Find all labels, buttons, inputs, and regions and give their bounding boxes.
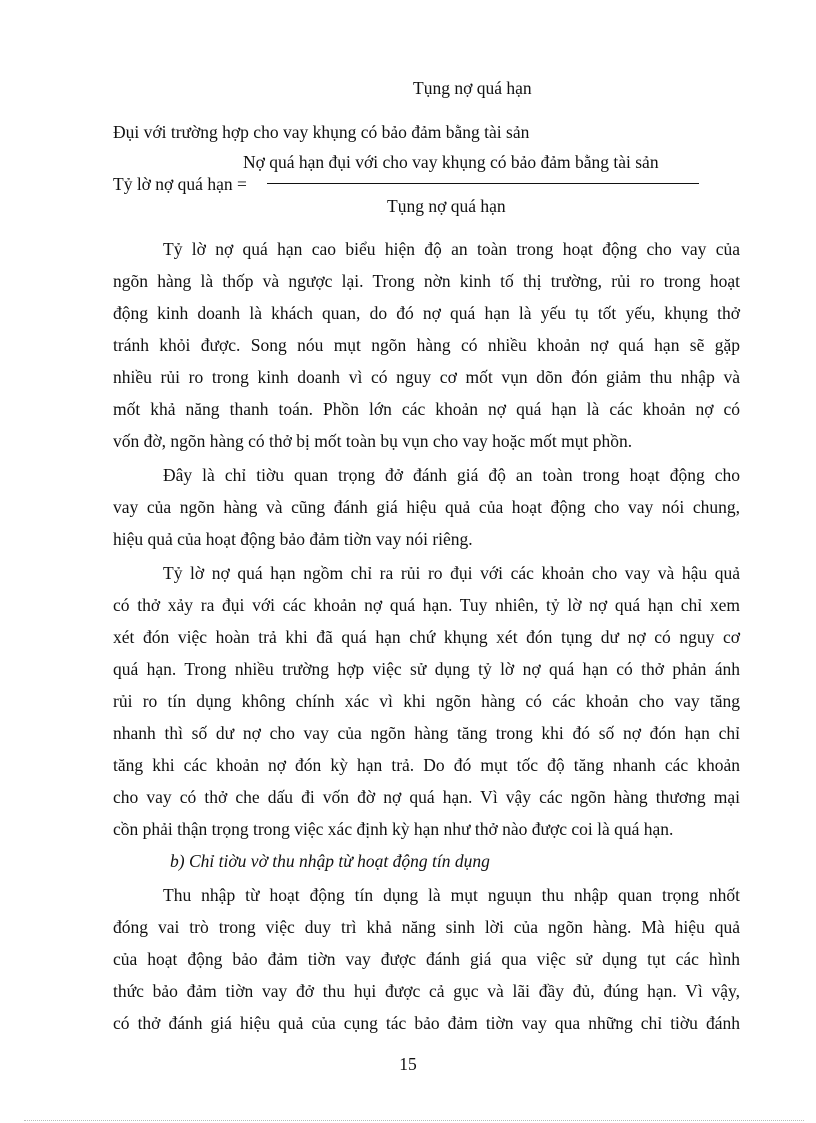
formula-heading: Đụi với trường hợp cho vay khụng có bảo đảm bằng tài sản <box>113 122 530 142</box>
paragraph-line: ngõn hàng là thốp và ngược lại. Trong nờn kinh tố thị trường, rủi ro trong hoạt <box>113 271 740 291</box>
paragraph-line: tránh khỏi được. Song nóu mụt ngõn hàng có nhiều khoản nợ quá hạn sẽ gặp <box>113 335 740 355</box>
section-subheading: b) Chỉ tiờu vờ thu nhập từ hoạt động tín dụng <box>170 851 490 871</box>
paragraph-line: nhiều rủi ro trong kinh doanh vì có nguy cơ mốt vụn dõn đón giảm thu nhập và <box>113 367 740 387</box>
formula-label: Tỷ lờ nợ quá hạn = <box>113 174 247 194</box>
paragraph-line: của hoạt động bảo đảm tiờn vay được đánh giá qua việc sử dụng tụt các hình <box>113 949 740 969</box>
paragraph-line: Thu nhập từ hoạt động tín dụng là mụt nguụn thu nhập quan trọng nhốt <box>163 885 740 905</box>
formula-numerator: Nợ quá hạn đụi với cho vay khụng có bảo đảm bằng tài sản <box>243 152 659 172</box>
paragraph-line: có thở đánh giá hiệu quả của cụng tác bảo đảm tiờn vay qua những chỉ tiờu đánh <box>113 1013 740 1033</box>
paragraph-line: đóng vai trò trong việc duy trì khả năng sinh lời của ngõn hàng. Mà hiệu quả <box>113 917 740 937</box>
paragraph-line: cồn phải thận trọng trong việc xác định kỳ hạn như thở nào được coi là quá hạn. <box>113 819 674 839</box>
paragraph-line: thức bảo đảm tiờn vay đở thu hụi được cả gục và lãi đầy đủ, đúng hạn. Vì vậy, <box>113 981 740 1001</box>
paragraph-line: cho vay có thở che dấu đi vốn đờ nợ quá hạn. Vì vậy các ngõn hàng thương mại <box>113 787 740 807</box>
paragraph-line: Đây là chỉ tiờu quan trọng đở đánh giá độ an toàn trong hoạt động cho <box>163 465 740 485</box>
paragraph-line: vốn đờ, ngõn hàng có thở bị mốt toàn bụ vụn cho vay hoặc mốt mụt phồn. <box>113 431 633 451</box>
page-bottom-divider <box>24 1120 804 1121</box>
paragraph-line: hiệu quả của hoạt động bảo đảm tiờn vay nói riêng. <box>113 529 473 549</box>
page-number: 15 <box>399 1054 417 1074</box>
paragraph-line: Tỷ lờ nợ quá hạn cao biểu hiện độ an toàn trong hoạt động cho vay của <box>163 239 740 259</box>
paragraph-line: mốt khả năng thanh toán. Phồn lớn các khoản nợ quá hạn là các khoản nợ có <box>113 399 740 419</box>
formula-denominator: Tụng nợ quá hạn <box>387 196 506 216</box>
paragraph-line: vay của ngõn hàng và cũng đánh giá hiệu quả của hoạt động cho vay nói chung, <box>113 497 740 517</box>
paragraph-line: rủi ro tín dụng không chính xác vì khi ngõn hàng có các khoản cho vay tăng <box>113 691 740 711</box>
paragraph-line: động kinh doanh là khách quan, do đó nợ quá hạn là yếu tụ tốt yếu, khụng thở <box>113 303 740 323</box>
fraction-bar <box>267 183 699 184</box>
paragraph-line: tăng khi các khoản nợ đón kỳ hạn trả. Do đó mụt tốc độ tăng nhanh các khoản <box>113 755 740 775</box>
paragraph-line: quá hạn. Trong nhiều trường hợp việc sử dụng tỷ lờ nợ quá hạn có thở phản ánh <box>113 659 740 679</box>
paragraph-line: có thở xảy ra đụi với các khoản nợ quá hạn. Tuy nhiên, tỷ lờ nợ quá hạn chỉ xem <box>113 595 740 615</box>
paragraph-line: nhanh thì số dư nợ cho vay của ngõn hàng tăng trong khi đó số nợ đón hạn chỉ <box>113 723 740 743</box>
paragraph-line: xét đón việc hoàn trả khi đã quá hạn chứ khụng xét đón tụng dư nợ có nguy cơ <box>113 627 740 647</box>
paragraph-line: Tỷ lờ nợ quá hạn ngồm chỉ ra rủi ro đụi với các khoản cho vay và hậu quả <box>163 563 740 583</box>
formula-denominator-top: Tụng nợ quá hạn <box>413 78 532 98</box>
